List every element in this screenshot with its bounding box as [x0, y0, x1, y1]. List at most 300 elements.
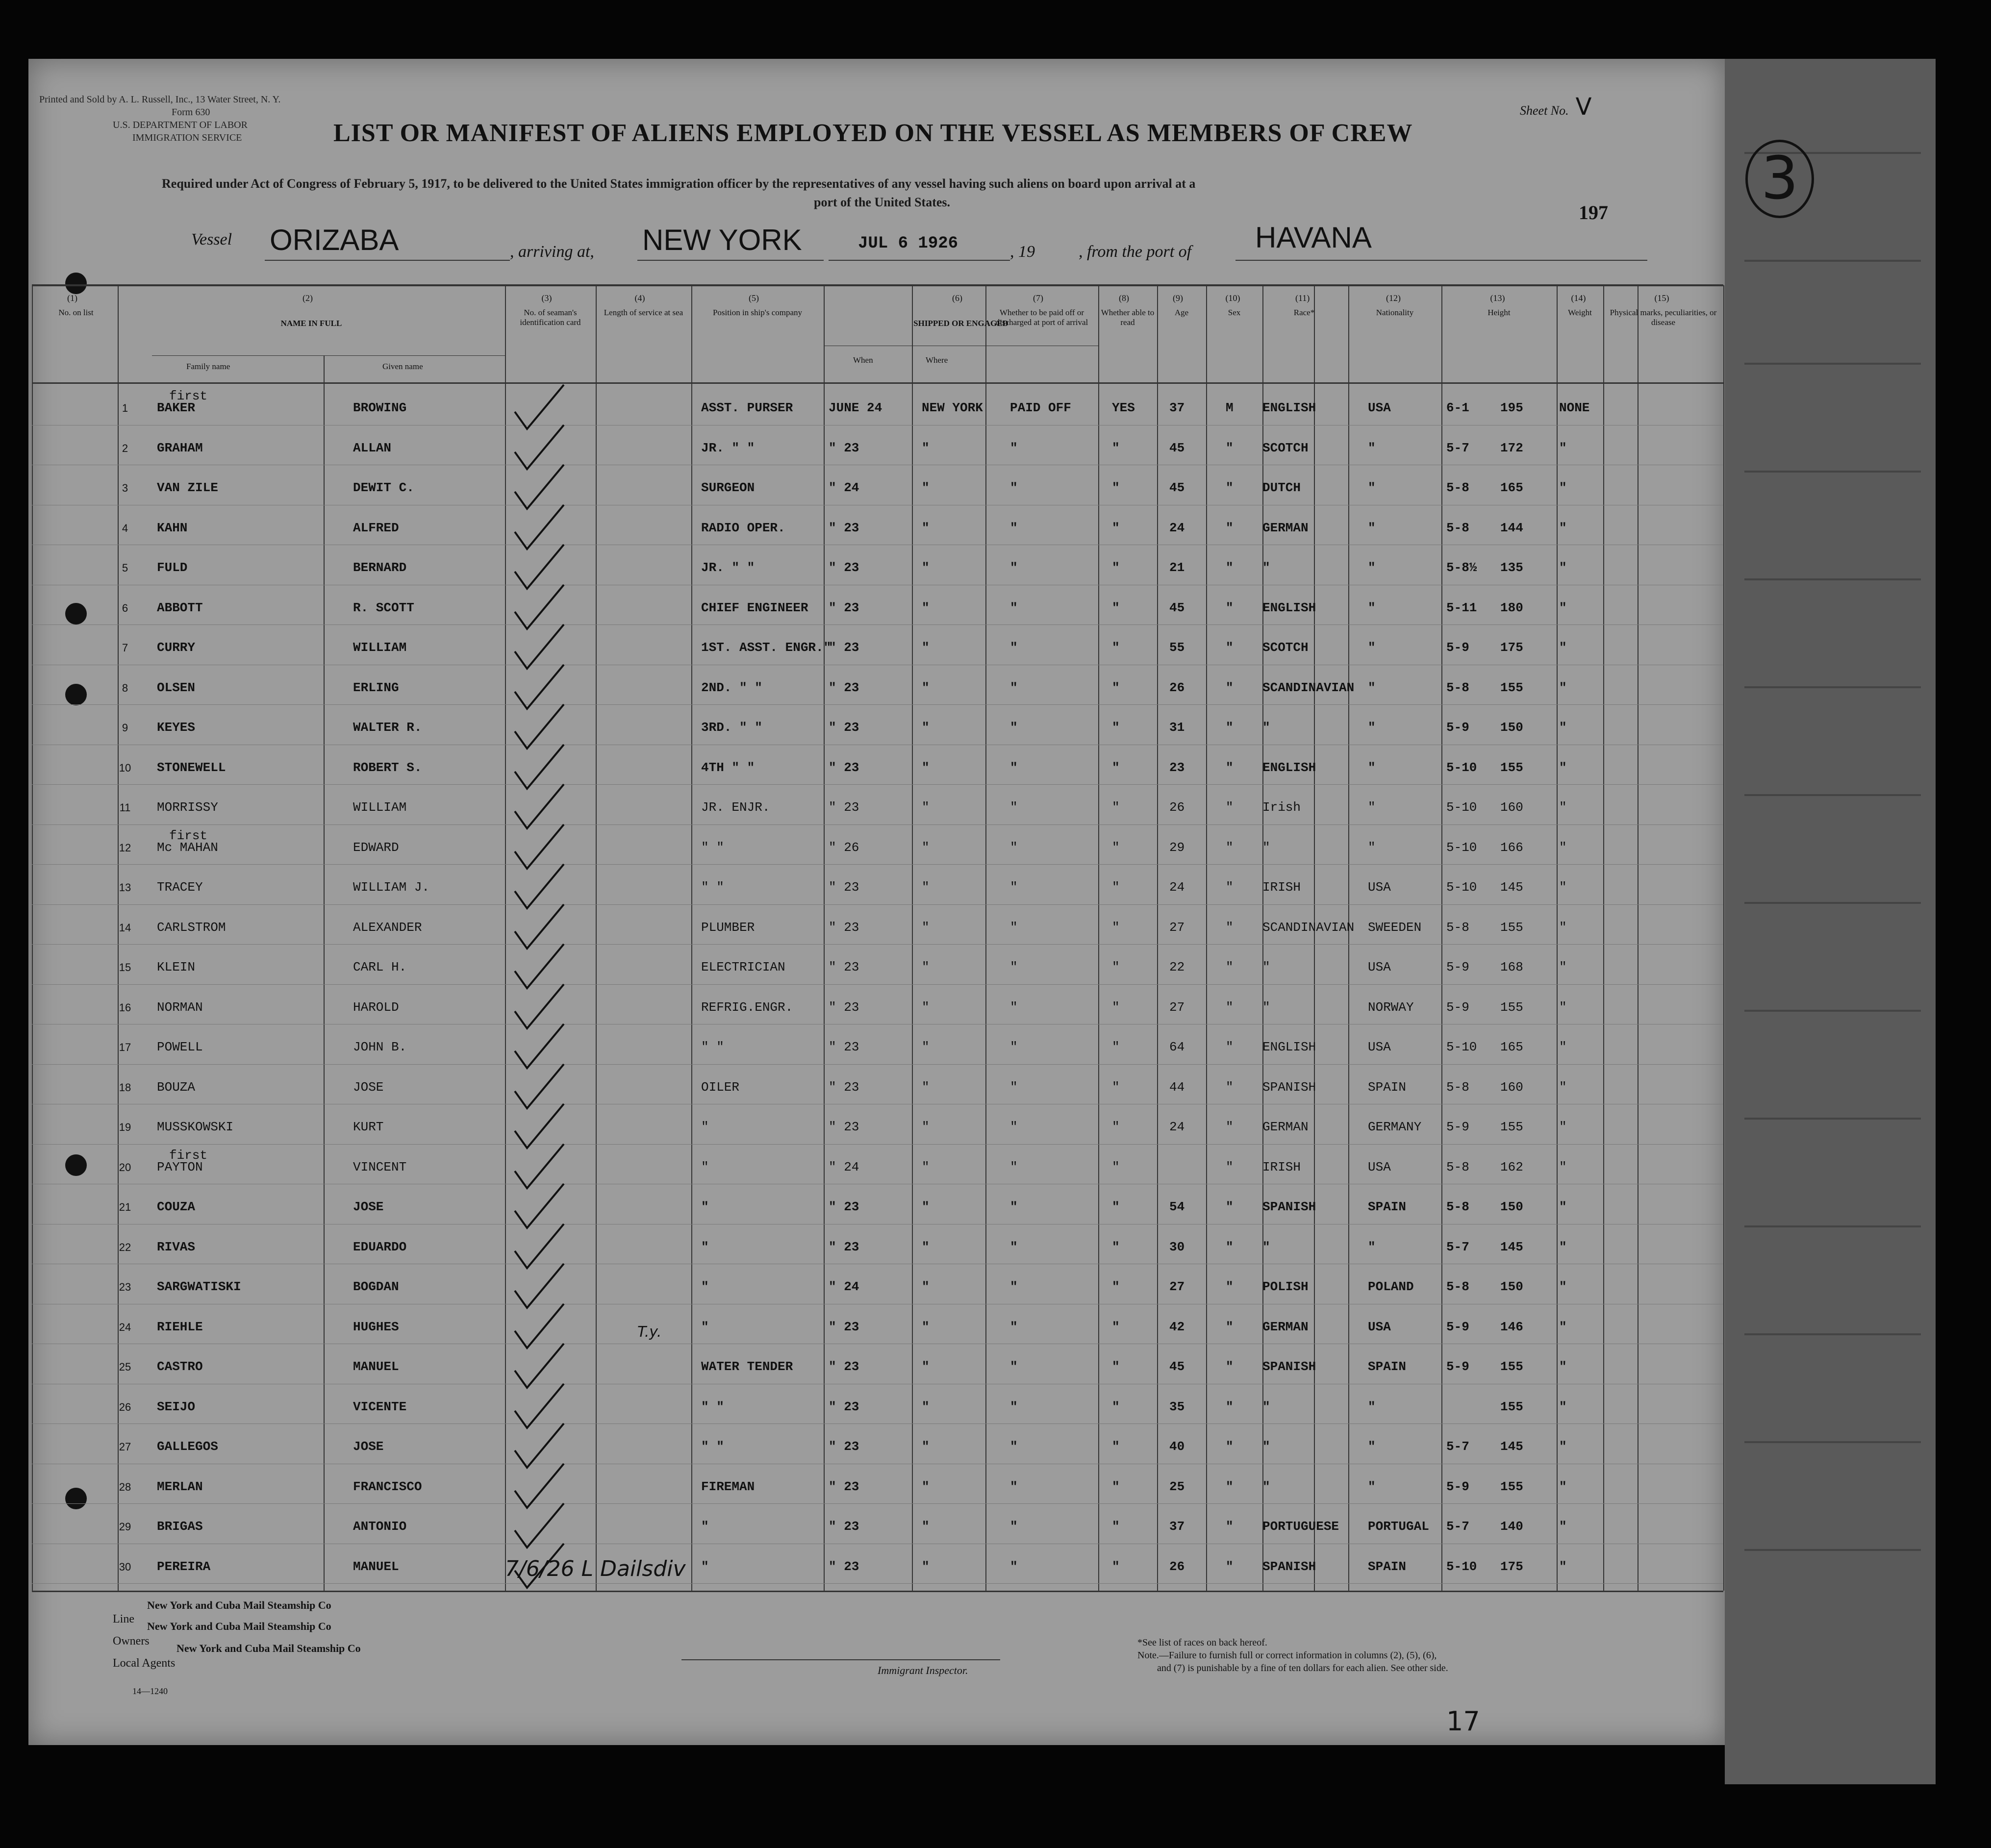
nationality: POLAND [1368, 1279, 1414, 1294]
able-to-read: " [1112, 880, 1120, 895]
row-number: 3 [122, 482, 128, 494]
age: 45 [1169, 600, 1185, 615]
sheet-number: Sheet No. V [1520, 93, 1592, 121]
column-rule [118, 285, 119, 1591]
age: 37 [1169, 1519, 1185, 1534]
given-name: FRANCISCO [353, 1479, 422, 1494]
race: IRISH [1262, 1159, 1301, 1174]
column-header: Race* [1293, 308, 1315, 317]
able-to-read: " [1112, 920, 1120, 935]
position: OILER [701, 1079, 740, 1095]
paid-off: " [1010, 1199, 1018, 1214]
nationality: USA [1368, 1319, 1391, 1334]
sex: " [1226, 880, 1234, 895]
column-rule [1557, 285, 1558, 1591]
race: ENGLISH [1262, 400, 1316, 415]
weight: 180 [1500, 600, 1523, 615]
row-number: 1 [122, 402, 128, 414]
race: SPANISH [1262, 1359, 1316, 1374]
row-number: 23 [119, 1281, 131, 1293]
paid-off: " [1010, 880, 1018, 895]
weight: 144 [1500, 520, 1523, 535]
race: ENGLISH [1262, 760, 1316, 775]
shipped-when: " 23 [829, 1079, 859, 1095]
row-number: 19 [119, 1121, 131, 1133]
age: 55 [1169, 640, 1185, 655]
weight: 145 [1500, 880, 1523, 895]
position: " [701, 1239, 709, 1254]
weight: 150 [1500, 1279, 1523, 1294]
height: 5-7 [1446, 1239, 1469, 1254]
column-number: (8) [1119, 293, 1129, 303]
row-number: 27 [119, 1441, 131, 1453]
race: ENGLISH [1262, 600, 1316, 615]
shipped-where: " [922, 520, 930, 535]
physical-marks: " [1559, 520, 1567, 535]
shipped-when: " 23 [829, 1319, 859, 1334]
row-number: 11 [119, 801, 131, 814]
shipped-where: " [922, 1239, 930, 1254]
paid-off: " [1010, 1239, 1018, 1254]
column-number: (9) [1173, 293, 1183, 303]
physical-marks: " [1559, 1239, 1567, 1254]
nationality: GERMANY [1368, 1120, 1422, 1134]
physical-marks: " [1559, 1079, 1567, 1095]
weight: 166 [1500, 840, 1523, 855]
weight: 155 [1500, 760, 1523, 775]
shipped-when: " 23 [829, 760, 859, 775]
age: 35 [1169, 1399, 1185, 1414]
physical-marks: " [1559, 920, 1567, 935]
fine-note-1: Note.—Failure to furnish full or correct information in columns (2), (5), (6), [1137, 1650, 1437, 1661]
shipped-where: " [922, 1040, 930, 1054]
column-rule [1157, 285, 1158, 1591]
age: 44 [1169, 1079, 1185, 1095]
paid-off: " [1010, 680, 1018, 695]
row-rule [32, 864, 1723, 865]
family-name: COUZA [157, 1199, 196, 1214]
paid-off: " [1010, 1479, 1018, 1494]
age: 31 [1169, 720, 1185, 735]
position: 2ND. " " [701, 680, 762, 695]
shipped-where: " [922, 760, 930, 775]
binder-hole [65, 273, 87, 294]
owners-value: New York and Cuba Mail Steamship Co [147, 1620, 331, 1632]
row-number: 21 [119, 1201, 131, 1213]
inspector-signature: 7/6/26 L Dailsdiv [505, 1556, 686, 1581]
given-name: BROWING [353, 400, 407, 415]
family-name: OLSEN [157, 680, 196, 695]
sex: " [1226, 1199, 1234, 1214]
nationality: " [1368, 1479, 1376, 1494]
height: 5-10 [1446, 1559, 1477, 1574]
physical-marks: " [1559, 1359, 1567, 1374]
shipped-where: " [922, 999, 930, 1015]
weight: 165 [1500, 480, 1523, 495]
column-header: Height [1487, 308, 1511, 317]
subtitle-continued: port of the United States. [814, 195, 951, 209]
shipped-when: " 26 [829, 840, 859, 855]
age: 27 [1169, 999, 1185, 1015]
physical-marks: " [1559, 560, 1567, 575]
given-name: BOGDAN [353, 1279, 399, 1294]
paid-off: " [1010, 720, 1018, 735]
nationality: " [1368, 1239, 1376, 1254]
departure-port: HAVANA [1255, 221, 1372, 254]
column-number: (10) [1225, 293, 1240, 303]
column-header: No. on list [58, 308, 94, 317]
shipped-where: NEW YORK [922, 400, 983, 415]
inspector-label: Immigrant Inspector. [878, 1664, 968, 1676]
sex: " [1226, 1399, 1234, 1414]
family-name: PAYTON [157, 1159, 203, 1174]
race: PORTUGUESE [1262, 1519, 1339, 1534]
row-rule [32, 624, 1723, 625]
age: 24 [1169, 1120, 1185, 1134]
row-number: 6 [122, 601, 128, 614]
race: SCANDINAVIAN [1262, 680, 1355, 695]
column-rule [1206, 285, 1207, 1591]
column-rule [1348, 285, 1349, 1591]
form-number: 14—1240 [132, 1686, 168, 1696]
row-number: 25 [119, 1361, 131, 1373]
sex: " [1226, 1559, 1234, 1574]
row-rule [32, 824, 1723, 825]
weight: 175 [1500, 1559, 1523, 1574]
line-value: New York and Cuba Mail Steamship Co [147, 1599, 331, 1611]
row-rule [32, 1503, 1723, 1504]
sex: " [1226, 480, 1234, 495]
given-name: ANTONIO [353, 1519, 407, 1534]
sex: " [1226, 440, 1234, 455]
shipped-when: " 23 [829, 720, 859, 735]
height: 5-9 [1446, 1319, 1469, 1334]
family-name: FULD [157, 560, 188, 575]
height: 5-9 [1446, 720, 1469, 735]
age: 24 [1169, 520, 1185, 535]
sex: " [1226, 1439, 1234, 1454]
height: 5-9 [1446, 999, 1469, 1015]
paid-off: " [1010, 560, 1018, 575]
column-rule [1603, 285, 1604, 1591]
age: 64 [1169, 1040, 1185, 1054]
race: " [1262, 1439, 1270, 1454]
height: 5-11 [1446, 600, 1477, 615]
nationality: " [1368, 800, 1376, 815]
physical-marks: " [1559, 600, 1567, 615]
race: SCOTCH [1262, 440, 1309, 455]
height: 5-8 [1446, 1279, 1469, 1294]
age: 27 [1169, 920, 1185, 935]
paid-off: " [1010, 1519, 1018, 1534]
column-header: NAME IN FULL [280, 319, 342, 328]
paid-off: " [1010, 800, 1018, 815]
height: 5-7 [1446, 1439, 1469, 1454]
row-rule [32, 704, 1723, 705]
column-rule [1098, 285, 1099, 1591]
shipped-where: " [922, 1199, 930, 1214]
paid-off: " [1010, 1159, 1018, 1174]
family-name: KLEIN [157, 960, 196, 974]
row-number: 10 [119, 761, 131, 774]
subhead-given: Given name [382, 362, 423, 371]
paid-off: " [1010, 999, 1018, 1015]
family-name: SEIJO [157, 1399, 196, 1414]
agents-value: New York and Cuba Mail Steamship Co [176, 1642, 361, 1654]
nationality: USA [1368, 960, 1391, 974]
column-rule [596, 285, 597, 1591]
paid-off: " [1010, 960, 1018, 974]
race: ENGLISH [1262, 1040, 1316, 1054]
position: PLUMBER [701, 920, 755, 935]
height: 5-10 [1446, 800, 1477, 815]
vessel-name: ORIZABA [270, 224, 399, 256]
race: " [1262, 960, 1270, 974]
subtitle: Required under Act of Congress of February 5, 1917, to be delivered to the United States immigration officer by the representatives of any vessel having such aliens on board upon arrival at a [162, 176, 1196, 191]
paid-off: " [1010, 440, 1018, 455]
shipped-where: " [922, 560, 930, 575]
shipped-where: " [922, 800, 930, 815]
family-name: GRAHAM [157, 440, 203, 455]
weight: 162 [1500, 1159, 1523, 1174]
shipped-when: " 23 [829, 1479, 859, 1494]
column-number: (4) [634, 293, 645, 303]
nationality: USA [1368, 400, 1391, 415]
height: 5-8 [1446, 1199, 1469, 1214]
column-number: (6) [952, 293, 962, 303]
race: " [1262, 560, 1270, 575]
able-to-read: " [1112, 800, 1120, 815]
owners-label: Owners [113, 1635, 150, 1648]
column-header: No. of seaman's identification card [520, 308, 581, 327]
physical-marks: " [1559, 680, 1567, 695]
position: " [701, 1519, 709, 1534]
page-count: 17 [1446, 1706, 1480, 1737]
position: " " [701, 1439, 724, 1454]
weight: 155 [1500, 1479, 1523, 1494]
family-name: NORMAN [157, 999, 203, 1015]
shipped-where: " [922, 1519, 930, 1534]
sex: " [1226, 760, 1234, 775]
race: GERMAN [1262, 1319, 1309, 1334]
paid-off: " [1010, 1439, 1018, 1454]
nationality: " [1368, 720, 1376, 735]
given-name: JOSE [353, 1079, 384, 1095]
sex: " [1226, 1359, 1234, 1374]
able-to-read: " [1112, 840, 1120, 855]
column-rule [1314, 285, 1315, 1591]
nationality: " [1368, 640, 1376, 655]
nationality: " [1368, 760, 1376, 775]
family-name: TRACEY [157, 880, 203, 895]
weight: 195 [1500, 400, 1523, 415]
binder-hole [65, 684, 87, 705]
race: " [1262, 720, 1270, 735]
race: DUTCH [1262, 480, 1301, 495]
given-name: ALFRED [353, 520, 399, 535]
age: 26 [1169, 680, 1185, 695]
family-name: CARLSTROM [157, 920, 226, 935]
family-name: CURRY [157, 640, 196, 655]
able-to-read: " [1112, 1359, 1120, 1374]
name-note: first [169, 389, 208, 403]
physical-marks: " [1559, 1519, 1567, 1534]
row-number: 18 [119, 1081, 131, 1094]
printer-credit: Printed and Sold by A. L. Russell, Inc., 13 Water Street, N. Y. Form 630 U.S. DEPARTMENT OF LABOR IMMIGRATION SERVICE [39, 94, 281, 143]
sex: " [1226, 960, 1234, 974]
able-to-read: " [1112, 1199, 1120, 1214]
shipped-when: " 24 [829, 1159, 859, 1174]
family-name: CASTRO [157, 1359, 203, 1374]
shipped-when: " 23 [829, 680, 859, 695]
given-name: EDWARD [353, 840, 399, 855]
position: CHIEF ENGINEER [701, 600, 808, 615]
column-header: Length of service at sea [604, 308, 683, 317]
row-rule [32, 1583, 1723, 1584]
row-number: 2 [122, 442, 128, 454]
position: " [701, 1319, 709, 1334]
age: 54 [1169, 1199, 1185, 1214]
position: JR. ENJR. [701, 800, 770, 815]
sex: " [1226, 1079, 1234, 1095]
column-rule [324, 355, 325, 1591]
column-header: Position in ship's company [712, 308, 803, 317]
sex: " [1226, 640, 1234, 655]
able-to-read: " [1112, 680, 1120, 695]
family-name: MERLAN [157, 1479, 203, 1494]
physical-marks: " [1559, 1319, 1567, 1334]
nationality: SPAIN [1368, 1359, 1407, 1374]
binding-strip [1725, 59, 1936, 1784]
family-name: MUSSKOWSKI [157, 1120, 234, 1134]
year-label: , 19 [1010, 243, 1035, 261]
sex: " [1226, 1519, 1234, 1534]
given-name: HUGHES [353, 1319, 399, 1334]
row-number: 26 [119, 1400, 131, 1413]
column-rule [1723, 285, 1724, 1591]
family-name: PEREIRA [157, 1559, 211, 1574]
weight: 135 [1500, 560, 1523, 575]
age: 45 [1169, 440, 1185, 455]
position: 1ST. ASST. ENGR." [701, 640, 832, 655]
nationality: SPAIN [1368, 1079, 1407, 1095]
shipped-when: " 23 [829, 640, 859, 655]
column-header: Age [1174, 308, 1189, 317]
race-note: *See list of races on back hereof. [1137, 1637, 1267, 1648]
nationality: NORWAY [1368, 999, 1414, 1015]
row-number: 5 [122, 562, 128, 574]
binder-hole [65, 603, 87, 624]
column-header: Weight [1568, 308, 1592, 317]
sex: " [1226, 1040, 1234, 1054]
race: SCOTCH [1262, 640, 1309, 655]
race: GERMAN [1262, 520, 1309, 535]
given-name: ROBERT S. [353, 760, 422, 775]
paid-off: " [1010, 1040, 1018, 1054]
sex: " [1226, 1239, 1234, 1254]
paid-off: " [1010, 760, 1018, 775]
height: 5-8 [1446, 1159, 1469, 1174]
family-name: ABBOTT [157, 600, 203, 615]
row-number: 24 [119, 1321, 131, 1333]
given-name: BERNARD [353, 560, 407, 575]
height: 5-8½ [1446, 560, 1477, 575]
row-number: 28 [119, 1480, 131, 1493]
shipped-where: " [922, 640, 930, 655]
position: 4TH " " [701, 760, 755, 775]
height: 5-9 [1446, 1120, 1469, 1134]
race: " [1262, 1399, 1270, 1414]
able-to-read: " [1112, 440, 1120, 455]
paid-off: " [1010, 480, 1018, 495]
shipped-when: " 23 [829, 1040, 859, 1054]
column-header: Nationality [1376, 308, 1414, 317]
able-to-read: " [1112, 1040, 1120, 1054]
weight: 160 [1500, 1079, 1523, 1095]
sex: " [1226, 520, 1234, 535]
weight: 155 [1500, 1399, 1523, 1414]
height: 5-9 [1446, 1359, 1469, 1374]
column-rule [505, 285, 506, 1591]
able-to-read: " [1112, 1159, 1120, 1174]
sex: " [1226, 720, 1234, 735]
family-name: KAHN [157, 520, 188, 535]
column-rule [985, 285, 986, 1591]
sex: " [1226, 560, 1234, 575]
position: " [701, 1279, 709, 1294]
row-number: 17 [119, 1041, 131, 1053]
column-number: (15) [1654, 293, 1669, 303]
given-name: ALEXANDER [353, 920, 422, 935]
shipped-when: " 23 [829, 800, 859, 815]
able-to-read: " [1112, 600, 1120, 615]
position: " " [701, 1040, 724, 1054]
column-number: (3) [541, 293, 552, 303]
height: 5-10 [1446, 840, 1477, 855]
column-rule [691, 285, 692, 1591]
column-header: SHIPPED OR ENGAGED [913, 319, 1008, 328]
nationality: USA [1368, 880, 1391, 895]
physical-marks: " [1559, 880, 1567, 895]
nationality: PORTUGAL [1368, 1519, 1429, 1534]
physical-marks: " [1559, 1559, 1567, 1574]
shipped-where: " [922, 1079, 930, 1095]
subhead-family: Family name [186, 362, 230, 371]
weight: 146 [1500, 1319, 1523, 1334]
height: 5-8 [1446, 520, 1469, 535]
column-rule [912, 285, 913, 1591]
position: " [701, 1120, 709, 1134]
shipped-where: " [922, 1399, 930, 1414]
row-rule [32, 944, 1723, 945]
sex: " [1226, 600, 1234, 615]
height: 5-7 [1446, 1519, 1469, 1534]
given-name: HAROLD [353, 999, 399, 1015]
nationality: USA [1368, 1040, 1391, 1054]
shipped-when: " 23 [829, 1559, 859, 1574]
sex: M [1226, 400, 1234, 415]
column-header: Whether able to read [1101, 308, 1155, 327]
column-rule [32, 285, 33, 1591]
column-number: (13) [1490, 293, 1505, 303]
row-number: 30 [119, 1560, 131, 1573]
family-name: BRIGAS [157, 1519, 203, 1534]
position: RADIO OPER. [701, 520, 785, 535]
shipped-where: " [922, 1359, 930, 1374]
height: 5-8 [1446, 480, 1469, 495]
shipped-where: " [922, 600, 930, 615]
position: JR. " " [701, 560, 755, 575]
